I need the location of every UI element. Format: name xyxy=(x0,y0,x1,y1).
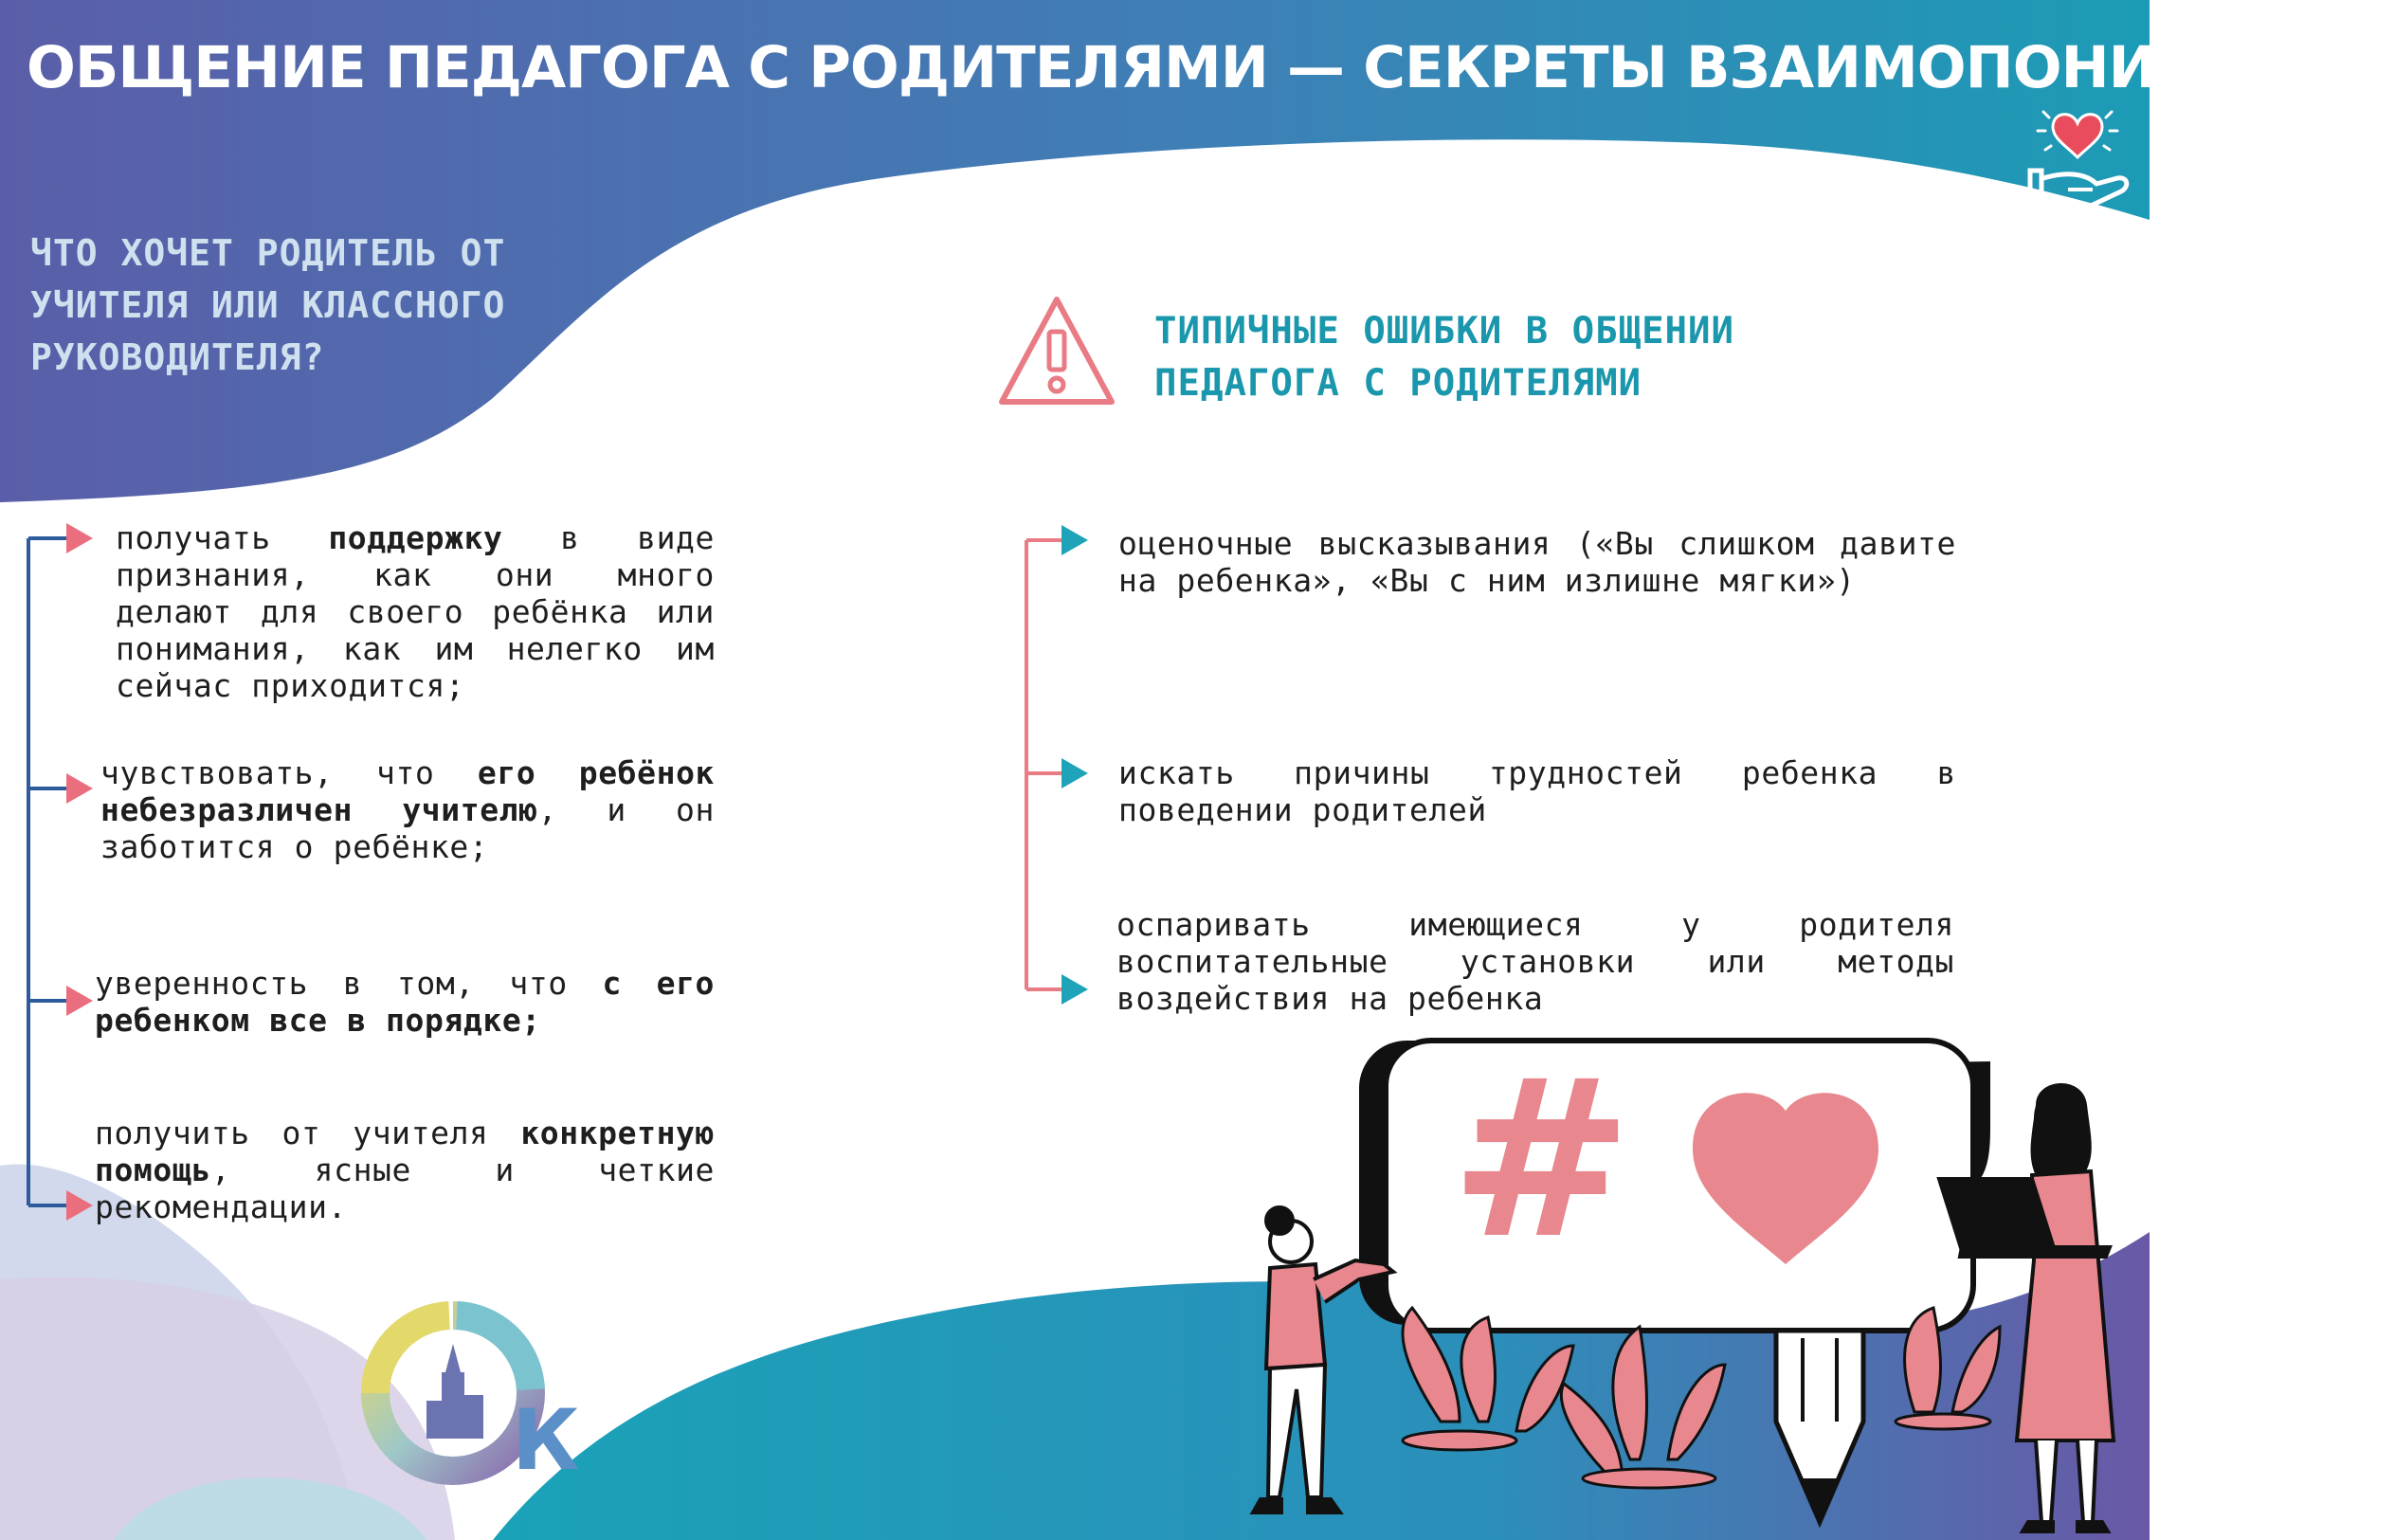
logo-letter: К xyxy=(512,1391,580,1489)
right-arrows xyxy=(1061,525,1088,1005)
right-item-1: оценочные высказывания («Вы слишком давите на ребенка», «Вы с ним излишне мягки») xyxy=(1118,525,1956,599)
left-item-1: получать поддержку в виде признания, как они много делают для своего ребёнка или понимания, как им нелегко им сейчас приходится; xyxy=(116,519,715,704)
illustration-hashtag: # xyxy=(1450,1034,1633,1287)
triangle-arrow-icon xyxy=(1061,974,1088,1005)
logo-building xyxy=(426,1344,483,1439)
page-title: ОБЩЕНИЕ ПЕДАГОГА С РОДИТЕЛЯМИ — СЕКРЕТЫ ВЗАИМОПОНИМАНИЯ xyxy=(27,34,2395,101)
right-item-2: искать причины трудностей ребенка в поведении родителей xyxy=(1118,754,1956,828)
triangle-arrow-icon xyxy=(66,773,93,804)
triangle-arrow-icon xyxy=(1061,525,1088,555)
left-item-3: уверенность в том, что с его ребенком все в порядке; xyxy=(95,965,716,1039)
triangle-arrow-icon xyxy=(1061,758,1088,788)
left-bracket xyxy=(28,538,66,1205)
left-item-4: получить от учителя конкретную помощь, ясные и четкие рекомендации. xyxy=(95,1114,715,1225)
right-section-heading: ТИПИЧНЫЕ ОШИБКИ В ОБЩЕНИИ ПЕДАГОГА С РОДИТЕЛЯМИ xyxy=(1154,310,1734,405)
left-item-2: чувствовать, что его ребёнок небезразличен учителю, и он заботится о ребёнке; xyxy=(100,754,715,865)
left-arrows xyxy=(66,523,93,1221)
right-item-3: оспаривать имеющиеся у родителя воспитательные установки или методы воздействия на ребенка xyxy=(1116,906,1954,1017)
warning-triangle-icon xyxy=(1002,299,1112,402)
triangle-arrow-icon xyxy=(66,523,93,553)
right-bracket xyxy=(1026,540,1061,989)
left-section-heading: ЧТО ХОЧЕТ РОДИТЕЛЬ ОТ УЧИТЕЛЯ ИЛИ КЛАССНОГО РУКОВОДИТЕЛЯ? xyxy=(30,232,506,378)
triangle-arrow-icon xyxy=(66,986,93,1016)
